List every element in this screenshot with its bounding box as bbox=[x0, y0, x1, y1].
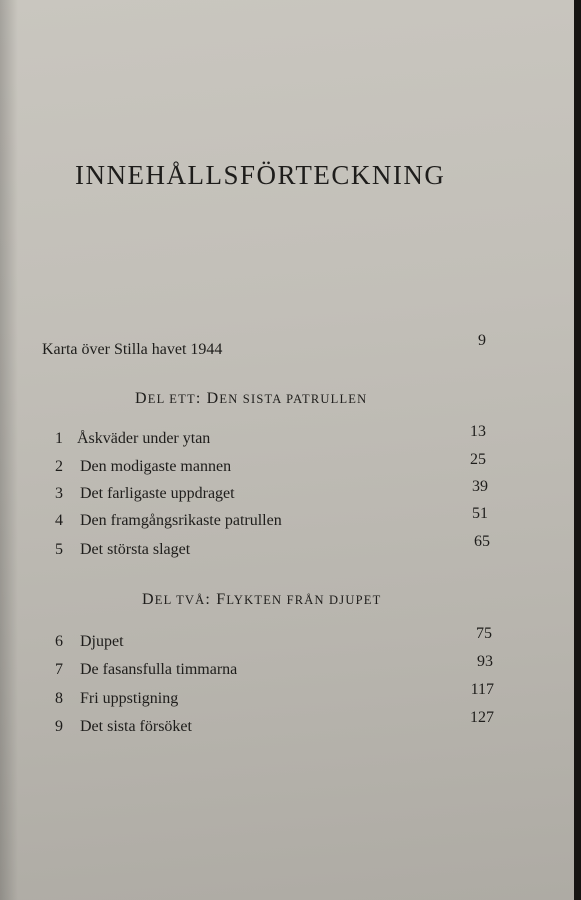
chapter-number: 2 bbox=[55, 458, 63, 475]
map-entry-page: 9 bbox=[478, 332, 486, 349]
chapter-row bbox=[0, 478, 574, 507]
chapter-row bbox=[0, 709, 574, 740]
map-entry-label: Karta över Stilla havet 1944 bbox=[42, 341, 223, 358]
chapter-number: 5 bbox=[55, 541, 63, 558]
chapter-row bbox=[0, 423, 574, 452]
chapter-page: 13 bbox=[470, 423, 486, 440]
chapter-title: Det farligaste uppdraget bbox=[80, 485, 235, 502]
chapter-title: Djupet bbox=[80, 633, 124, 650]
chapter-number: 6 bbox=[55, 633, 63, 650]
part2-heading: DEL TVÅ: FLYKTEN FRÅN DJUPET bbox=[142, 591, 382, 608]
chapter-number: 9 bbox=[55, 718, 63, 735]
book-edge bbox=[574, 0, 581, 900]
chapter-number: 1 bbox=[55, 430, 63, 447]
chapter-title: Åskväder under ytan bbox=[77, 430, 211, 447]
chapter-page: 127 bbox=[470, 709, 494, 726]
chapter-page: 65 bbox=[474, 533, 490, 550]
chapter-page: 51 bbox=[472, 505, 488, 522]
chapter-title: Det sista försöket bbox=[80, 718, 192, 735]
chapter-row bbox=[0, 505, 574, 534]
chapter-page: 25 bbox=[470, 451, 486, 468]
part1-heading: DEL ETT: DEN SISTA PATRULLEN bbox=[135, 390, 368, 407]
chapter-title: De fasansfulla timmarna bbox=[80, 661, 238, 678]
toc-title: INNEHÅLLSFÖRTECKNING bbox=[75, 160, 446, 190]
chapter-number: 4 bbox=[55, 512, 63, 529]
chapter-row bbox=[0, 451, 574, 480]
chapter-row bbox=[0, 653, 574, 683]
chapter-page: 117 bbox=[470, 681, 494, 698]
chapter-page: 93 bbox=[477, 653, 493, 670]
chapter-title: Den modigaste mannen bbox=[80, 458, 232, 475]
chapter-row bbox=[0, 533, 574, 563]
chapter-page: 75 bbox=[476, 625, 492, 642]
chapter-number: 7 bbox=[55, 661, 63, 678]
chapter-page: 39 bbox=[472, 478, 488, 495]
chapter-title: Fri uppstigning bbox=[80, 690, 179, 707]
chapter-number: 3 bbox=[55, 485, 63, 502]
chapter-title: Det största slaget bbox=[80, 541, 191, 558]
chapter-number: 8 bbox=[55, 690, 63, 707]
chapter-row bbox=[0, 625, 574, 655]
chapter-title: Den framgångsrikaste patrullen bbox=[80, 512, 282, 529]
